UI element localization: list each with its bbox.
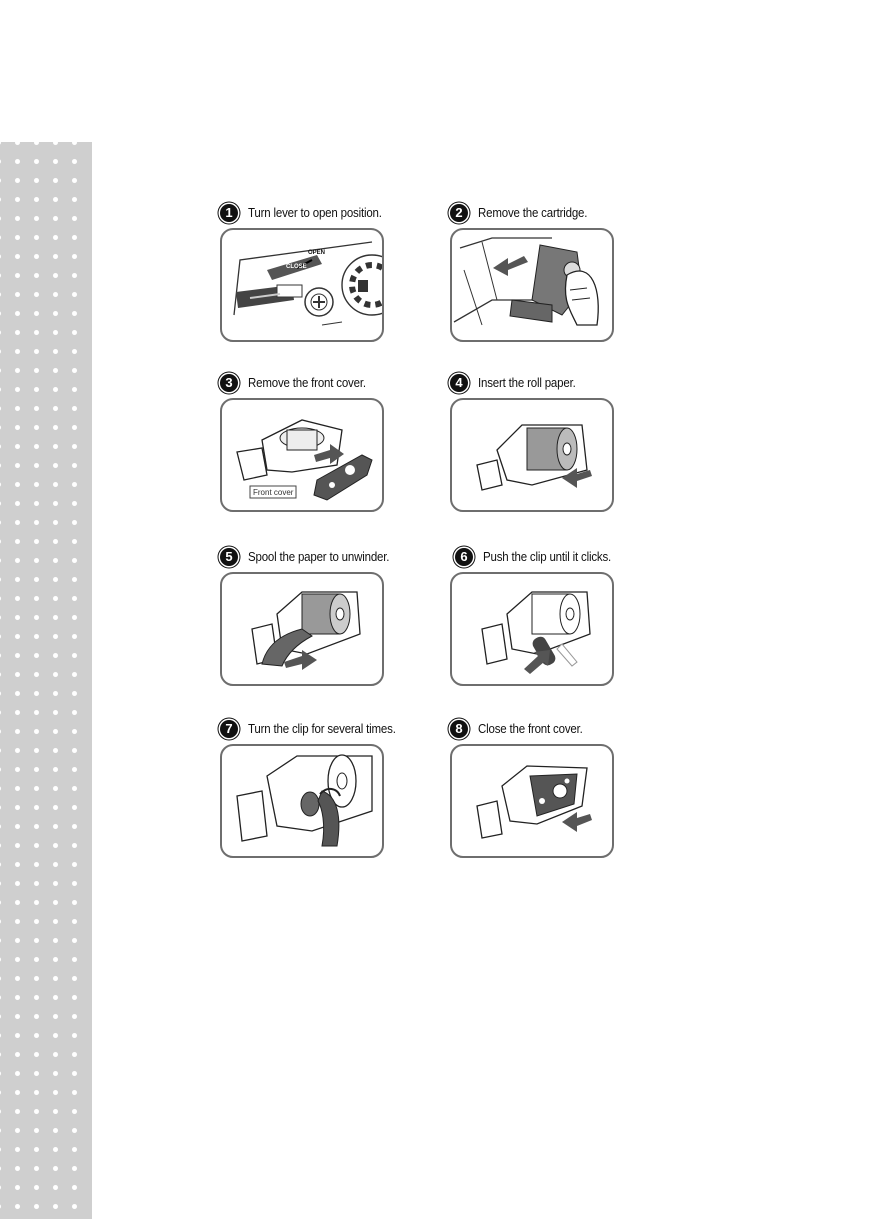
- step-6: [455, 546, 685, 568]
- step-illustration: [450, 228, 614, 342]
- clip-push-illustration: [452, 574, 612, 684]
- step-illustration: [450, 572, 614, 686]
- step-4: [450, 372, 680, 394]
- step-number: 6: [455, 548, 473, 566]
- step-5: [220, 546, 450, 568]
- front-cover-removal-illustration: [222, 400, 382, 510]
- roll-paper-insert-illustration: [452, 400, 612, 510]
- step-caption: Turn the clip for several times.: [248, 722, 396, 736]
- step-caption: Insert the roll paper.: [478, 376, 576, 390]
- step-8: [450, 718, 680, 740]
- spool-paper-illustration: [222, 574, 382, 684]
- close-cover-illustration: [452, 746, 612, 856]
- close-label: CLOSE: [286, 264, 307, 270]
- clip-turn-illustration: [222, 746, 382, 856]
- cartridge-removal-illustration: [452, 230, 612, 340]
- step-2: [450, 202, 680, 224]
- step-number: 2: [450, 204, 468, 222]
- lever-illustration: [222, 230, 382, 340]
- step-illustration: [450, 398, 614, 512]
- step-caption: Close the front cover.: [478, 722, 583, 736]
- step-caption: Push the clip until it clicks.: [483, 550, 612, 564]
- step-1: [220, 202, 450, 270]
- step-number: 3: [220, 374, 238, 392]
- open-label: OPEN: [308, 250, 326, 256]
- step-number: 5: [220, 548, 238, 566]
- step-caption: Spool the paper to unwinder.: [248, 550, 390, 564]
- step-number: 8: [450, 720, 468, 738]
- dotted-side-strip: [0, 142, 92, 1219]
- step-illustration: [220, 572, 384, 686]
- step-caption: Remove the cartridge.: [478, 206, 588, 220]
- step-3: [220, 372, 450, 497]
- step-illustration: [220, 398, 384, 512]
- step-illustration: [220, 228, 384, 342]
- front-cover-callout: Front cover: [253, 488, 294, 497]
- step-caption: Turn lever to open position.: [248, 206, 382, 220]
- step-7: [220, 718, 450, 740]
- step-caption: Remove the front cover.: [248, 376, 366, 390]
- step-number: 7: [220, 720, 238, 738]
- step-number: 4: [450, 374, 468, 392]
- step-illustration: [220, 744, 384, 858]
- step-illustration: [450, 744, 614, 858]
- step-number: 1: [220, 204, 238, 222]
